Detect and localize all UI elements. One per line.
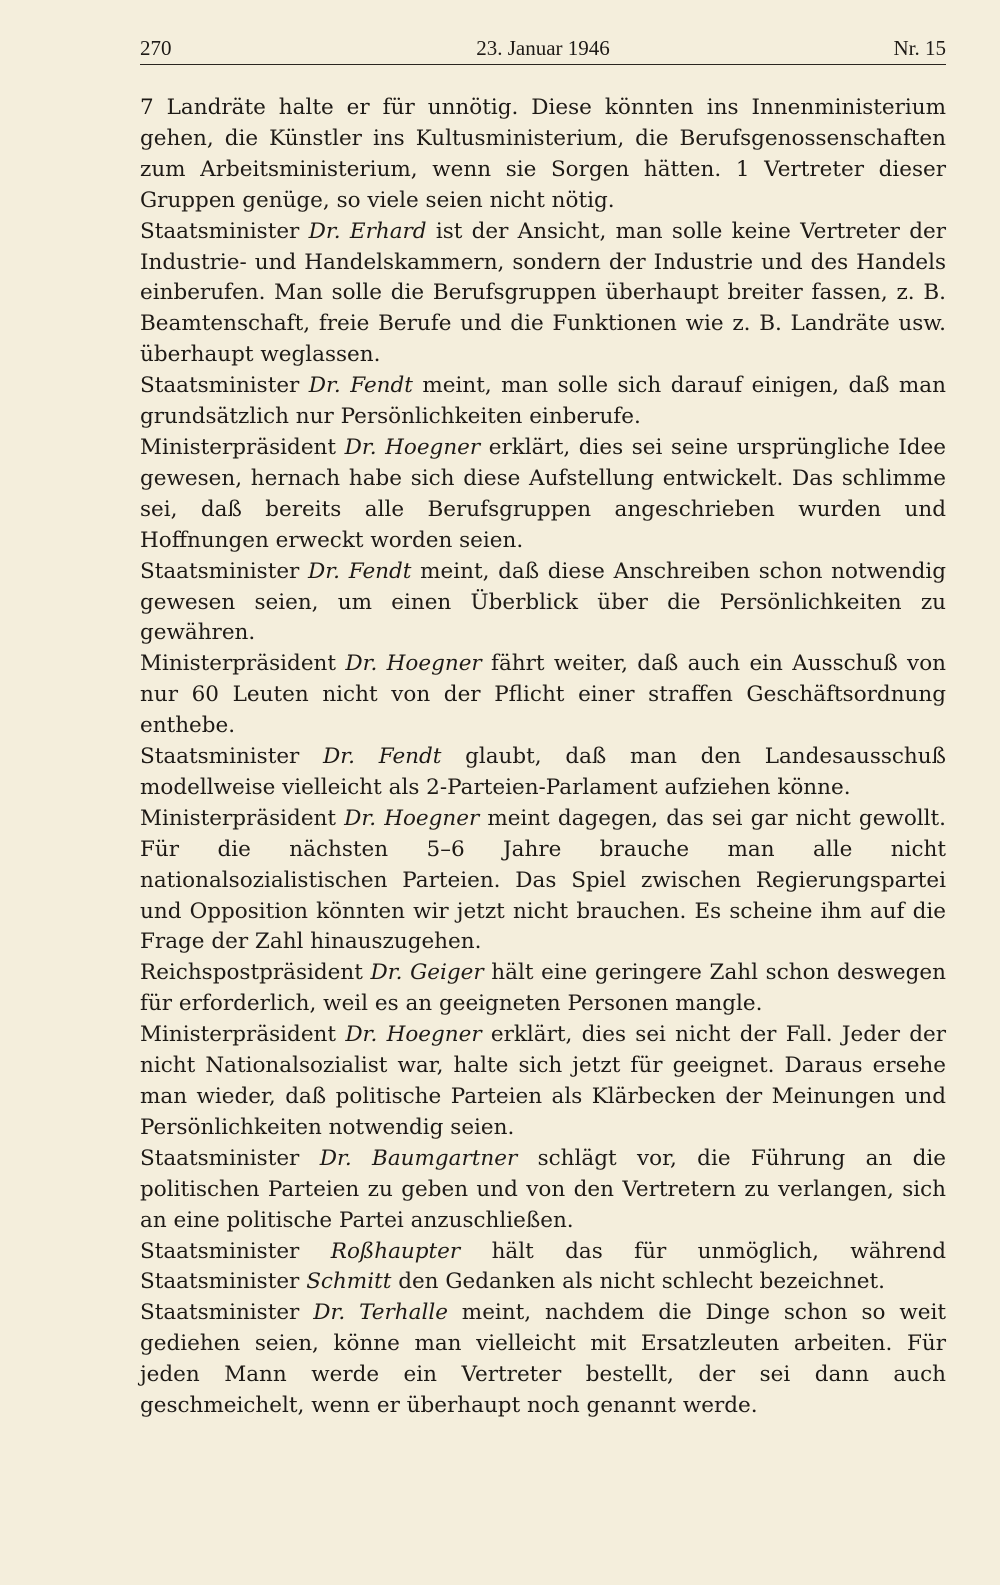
- paragraph-text: Staatsminister: [140, 1300, 314, 1326]
- speaker-name: Dr. Hoegner: [345, 1022, 482, 1048]
- speaker-name: Dr. Geiger: [370, 960, 484, 986]
- paragraph: [140, 1298, 946, 1422]
- speaker-name: Dr. Baumgartner: [319, 1145, 518, 1171]
- paragraph: [140, 958, 946, 1020]
- speaker-name: Dr. Fendt: [323, 744, 442, 770]
- paragraph-text: Ministerpräsident: [140, 1022, 346, 1048]
- paragraph-text: Staatsminister: [140, 373, 309, 399]
- paragraph: [140, 742, 946, 804]
- paragraph-text: Staatsminister: [140, 558, 309, 584]
- speaker-name: Dr. Fendt: [308, 558, 412, 584]
- paragraph-text: meint, daß diese Anschreiben schon notwendig gewesen seien, um einen Überblick über die Persönlichkeiten zu gewähren.: [140, 558, 946, 646]
- paragraph-text: meint, man solle sich darauf einigen, daß man grundsätzlich nur Persönlichkeiten einberufe.: [140, 373, 946, 430]
- paragraph-text: Ministerpräsident: [140, 805, 345, 831]
- paragraph-text: hält das für unmöglich, während Staatsminister: [140, 1238, 946, 1295]
- paragraph: [140, 1020, 946, 1144]
- paragraph-text: meint dagegen, das sei gar nicht gewollt. Für die nächsten 5–6 Jahre brauche man alle nicht nationalsozialistischen Parteien. Das Spiel zwischen Regierungspartei und Opposition könnten wir jetzt nicht brauchen. Es scheine ihm auf die Frage der Zahl hinauszugehen.: [140, 805, 946, 955]
- paragraph-text: Staatsminister: [140, 1145, 320, 1171]
- paragraph-text: Ministerpräsident: [140, 434, 345, 460]
- paragraph-text: Staatsminister: [140, 744, 324, 770]
- document-page: [140, 36, 946, 1456]
- paragraph-text: fährt weiter, daß auch ein Ausschuß von nur 60 Leuten nicht von der Pflicht einer straffen Geschäftsordnung enthebe.: [140, 651, 946, 739]
- paragraph: [140, 433, 946, 557]
- paragraph-text: glaubt, daß man den Landesausschuß modellweise vielleicht als 2-Parteien-Parlament aufziehen könne.: [140, 744, 946, 800]
- paragraph-text: hält eine geringere Zahl schon deswegen für erforderlich, weil es an geeigneten Personen mangle.: [140, 960, 946, 1017]
- paragraph-text: erklärt, dies sei nicht der Fall. Jeder der nicht Nationalsozialist war, halte sich jetzt für geeignet. Daraus ersehe man wieder, daß politische Parteien als Klärbecken der Meinungen und Persönlichkeiten notwendig seien.: [140, 1022, 947, 1140]
- speaker-name: Dr. Hoegner: [344, 805, 480, 831]
- speaker-name: Dr. Erhard: [308, 218, 427, 244]
- paragraph-text: Staatsminister: [140, 1238, 331, 1264]
- paragraph: [140, 804, 946, 959]
- speaker-name: Dr. Hoegner: [344, 434, 481, 460]
- issue-number: Nr. 15: [893, 36, 946, 60]
- paragraph-text: Staatsminister: [140, 218, 309, 244]
- paragraph-text: 7 Landräte halte er für unnötig. Diese könnten ins Innenministerium gehen, die Künstler ins Kultusministerium, die Berufsgenossenschaften zum Arbeitsministerium, wenn sie Sorgen hätten. 1 Vertreter dieser Gruppen genüge, so viele seien nicht nötig.: [140, 95, 946, 213]
- paragraph: [140, 1144, 946, 1237]
- speaker-name: Schmitt: [306, 1269, 392, 1295]
- paragraph: [140, 649, 946, 742]
- running-header: [140, 36, 946, 65]
- page-number: 270: [140, 36, 172, 60]
- paragraph-text: den Gedanken als nicht schlecht bezeichnet.: [391, 1269, 885, 1295]
- speaker-name: Dr. Terhalle: [313, 1300, 448, 1326]
- paragraph: [140, 371, 946, 433]
- speaker-name: Roßhaupter: [330, 1238, 461, 1264]
- paragraph-text: Ministerpräsident: [140, 651, 346, 677]
- paragraph-text: ist der Ansicht, man solle keine Vertreter der Industrie- und Handelskammern, sondern der Industrie und des Handels einberufen. Man solle die Berufsgruppen überhaupt breiter fassen, z. B. Beamtenschaft, freie Berufe und die Funktionen wie z. B. Landräte usw. überhaupt weglassen.: [140, 218, 946, 368]
- document-body: [140, 93, 946, 1422]
- header-date: 23. Januar 1946: [476, 36, 610, 60]
- paragraph: [140, 217, 946, 372]
- paragraph: [140, 93, 946, 217]
- paragraph-text: Reichspostpräsident: [140, 960, 371, 986]
- paragraph: [140, 557, 946, 650]
- speaker-name: Dr. Hoegner: [345, 651, 482, 677]
- paragraph-text: meint, nachdem die Dinge schon so weit gediehen seien, könne man vielleicht mit Ersatzleuten arbeiten. Für jeden Mann werde ein Vertreter bestellt, der sei dann auch geschmeichelt, wenn er überhaupt noch genannt werde.: [140, 1300, 946, 1419]
- paragraph: [140, 1237, 946, 1299]
- paragraph-text: schlägt vor, die Führung an die politischen Parteien zu geben und von den Vertretern zu verlangen, sich an eine politische Partei anzuschließen.: [140, 1145, 946, 1233]
- paragraph-text: erklärt, dies sei seine ursprüngliche Idee gewesen, hernach habe sich diese Aufstellung entwickelt. Das schlimme sei, daß bereits alle Berufsgruppen angeschrieben wurden und Hoffnungen erweckt worden seien.: [140, 434, 946, 553]
- speaker-name: Dr. Fendt: [308, 373, 413, 399]
